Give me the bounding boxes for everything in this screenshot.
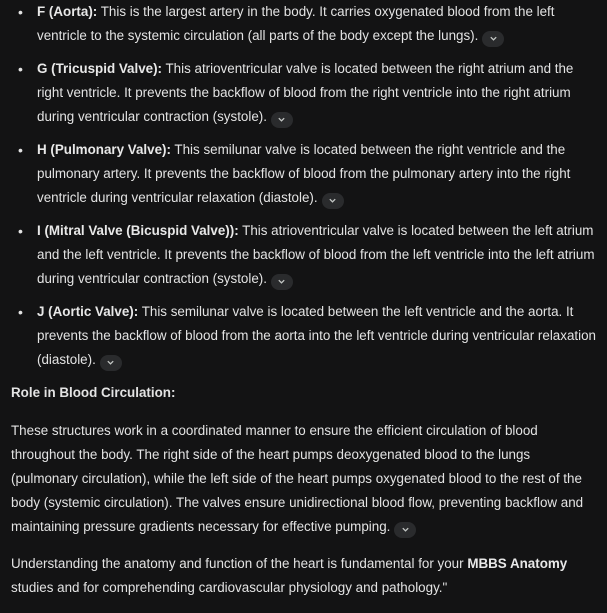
- chevron-down-icon[interactable]: [394, 522, 416, 538]
- list-item-term: H (Pulmonary Valve):: [37, 142, 171, 157]
- list-item: [11, 0, 600, 48]
- closing-text-end: studies and for comprehending cardiovascular physiology and pathology.": [11, 580, 448, 595]
- list-item-term: F (Aorta):: [37, 4, 98, 19]
- list-item-term: I (Mitral Valve (Bicuspid Valve)):: [37, 223, 239, 238]
- closing-paragraph: [11, 552, 600, 600]
- list-item: [11, 300, 600, 372]
- bullet-icon: •: [18, 4, 23, 20]
- list-item-term: J (Aortic Valve):: [37, 304, 139, 319]
- list-item-text: This is the largest artery in the body. It carries oxygenated blood from the left ventricle to the systemic circulation (all parts of the body except the lungs).: [37, 4, 555, 43]
- list-item-text: This atrioventricular valve is located between the right atrium and the right ventricle. It prevents the backflow of blood from the right ventricle into the right atrium during ventricular contraction (systole).: [37, 61, 574, 124]
- list-item-text: This semilunar valve is located between the left ventricle and the aorta. It prevents the backflow of blood from the aorta into the left ventricle during ventricular relaxation (diastole).: [37, 304, 596, 367]
- list-item-text: This semilunar valve is located between the right ventricle and the pulmonary artery. It prevents the backflow of blood from the pulmonary artery into the right ventricle during ventricular relaxation (diastole).: [37, 142, 571, 205]
- chevron-down-icon[interactable]: [322, 193, 344, 209]
- list-item-term: G (Tricuspid Valve):: [37, 61, 163, 76]
- closing-text-start: Understanding the anatomy and function of the heart is fundamental for your: [11, 556, 468, 571]
- chevron-down-icon[interactable]: [271, 112, 293, 128]
- bullet-icon: •: [18, 142, 23, 158]
- list-item: [11, 138, 600, 210]
- chevron-down-icon[interactable]: [482, 31, 504, 47]
- circulation-paragraph: [11, 419, 600, 539]
- list-item: [11, 57, 600, 129]
- valve-list: [11, 0, 600, 372]
- closing-text-bold: MBBS Anatomy: [467, 556, 568, 571]
- chevron-down-icon[interactable]: [100, 355, 122, 371]
- list-item-text: This atrioventricular valve is located between the left atrium and the left ventricle. It prevents the backflow of blood from the left ventricle into the left atrium during ventricular contraction (systole).: [37, 223, 595, 286]
- bullet-icon: •: [18, 304, 23, 320]
- section-heading: Role in Blood Circulation:: [11, 385, 176, 400]
- bullet-icon: •: [18, 61, 23, 77]
- bullet-icon: •: [18, 223, 23, 239]
- chevron-down-icon[interactable]: [271, 274, 293, 290]
- paragraph-text: These structures work in a coordinated manner to ensure the efficient circulation of blood throughout the body. The right side of the heart pumps deoxygenated blood to the lungs (pulmonary circulation), while the left side of the heart pumps oxygenated blood to the rest of the body (systemic circulation). The valves ensure unidirectional blood flow, preventing backflow and maintaining pressure gradients necessary for effective pumping.: [11, 423, 584, 534]
- list-item: [11, 219, 600, 291]
